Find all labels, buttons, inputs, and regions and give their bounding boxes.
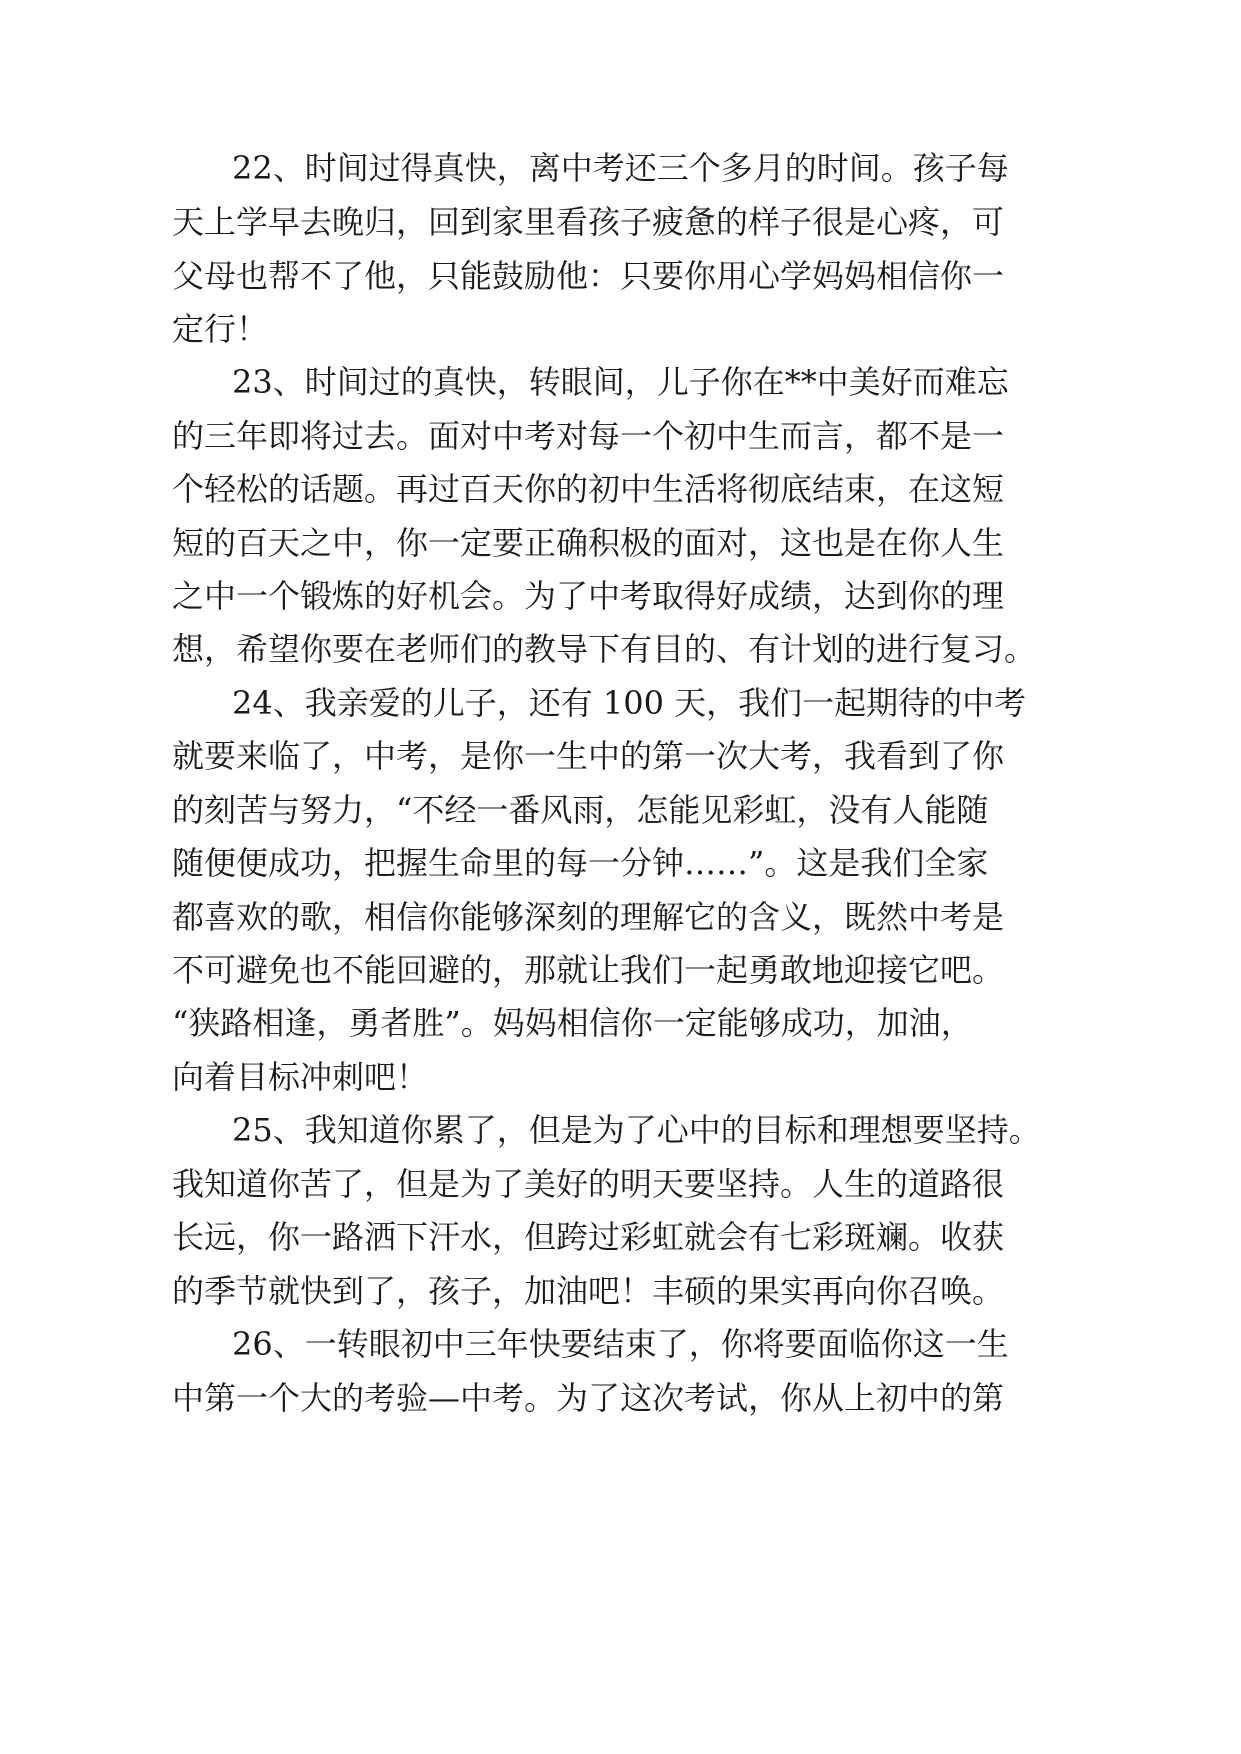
paragraph-line: 22、时间过得真快，离中考还三个多月的时间。孩子每: [232, 149, 1009, 187]
paragraph-line: 的季节就快到了，孩子，加油吧！丰硕的果实再向你召唤。: [172, 1272, 1005, 1310]
paragraph-line: 天上学早去晚归，回到家里看孩子疲惫的样子很是心疼，可: [172, 203, 1005, 241]
paragraph-line: 就要来临了，中考，是你一生中的第一次大考，我看到了你: [172, 737, 1005, 775]
paragraph-line: 24、我亲爱的儿子，还有 100 天，我们一起期待的中考: [232, 684, 1027, 722]
paragraph-line: 我知道你苦了，但是为了美好的明天要坚持。人生的道路很: [172, 1165, 1005, 1203]
paragraph-line: 的三年即将过去。面对中考对每一个初中生而言，都不是一: [172, 417, 1005, 455]
paragraph-line: 定行！: [172, 310, 269, 348]
paragraph-line: 的刻苦与努力，“不经一番风雨，怎能见彩虹，没有人能随: [172, 791, 989, 829]
paragraph-line: 长远，你一路洒下汗水，但跨过彩虹就会有七彩斑斓。收获: [172, 1218, 1005, 1256]
paragraph-line: 向着目标冲刺吧！: [172, 1058, 429, 1096]
paragraph-line: 随便便成功，把握生命里的每一分钟……”。这是我们全家: [172, 844, 989, 882]
paragraph-line: 23、时间过的真快，转眼间，儿子你在**中美好而难忘: [232, 363, 1009, 401]
paragraph-line: 想，希望你要在老师们的教导下有目的、有计划的进行复习。: [172, 630, 1037, 668]
paragraph-line: 26、一转眼初中三年快要结束了，你将要面临你这一生: [232, 1325, 1009, 1363]
paragraph-line: 25、我知道你累了，但是为了心中的目标和理想要坚持。: [232, 1111, 1041, 1149]
paragraph-line: 个轻松的话题。再过百天你的初中生活将彻底结束，在这短: [172, 470, 1005, 508]
paragraph-line: 中第一个大的考验—中考。为了这次考试，你从上初中的第: [172, 1379, 1005, 1417]
paragraph-line: 之中一个锻炼的好机会。为了中考取得好成绩，达到你的理: [172, 577, 1005, 615]
paragraph-line: “狭路相逢，勇者胜”。妈妈相信你一定能够成功，加油，: [172, 1004, 973, 1042]
paragraph-line: 不可避免也不能回避的，那就让我们一起勇敢地迎接它吧。: [172, 951, 1005, 989]
paragraph-line: 都喜欢的歌，相信你能够深刻的理解它的含义，既然中考是: [172, 898, 1005, 936]
paragraph-line: 短的百天之中，你一定要正确积极的面对，这也是在你人生: [172, 524, 1005, 562]
paragraph-line: 父母也帮不了他，只能鼓励他：只要你用心学妈妈相信你一: [172, 257, 1005, 295]
